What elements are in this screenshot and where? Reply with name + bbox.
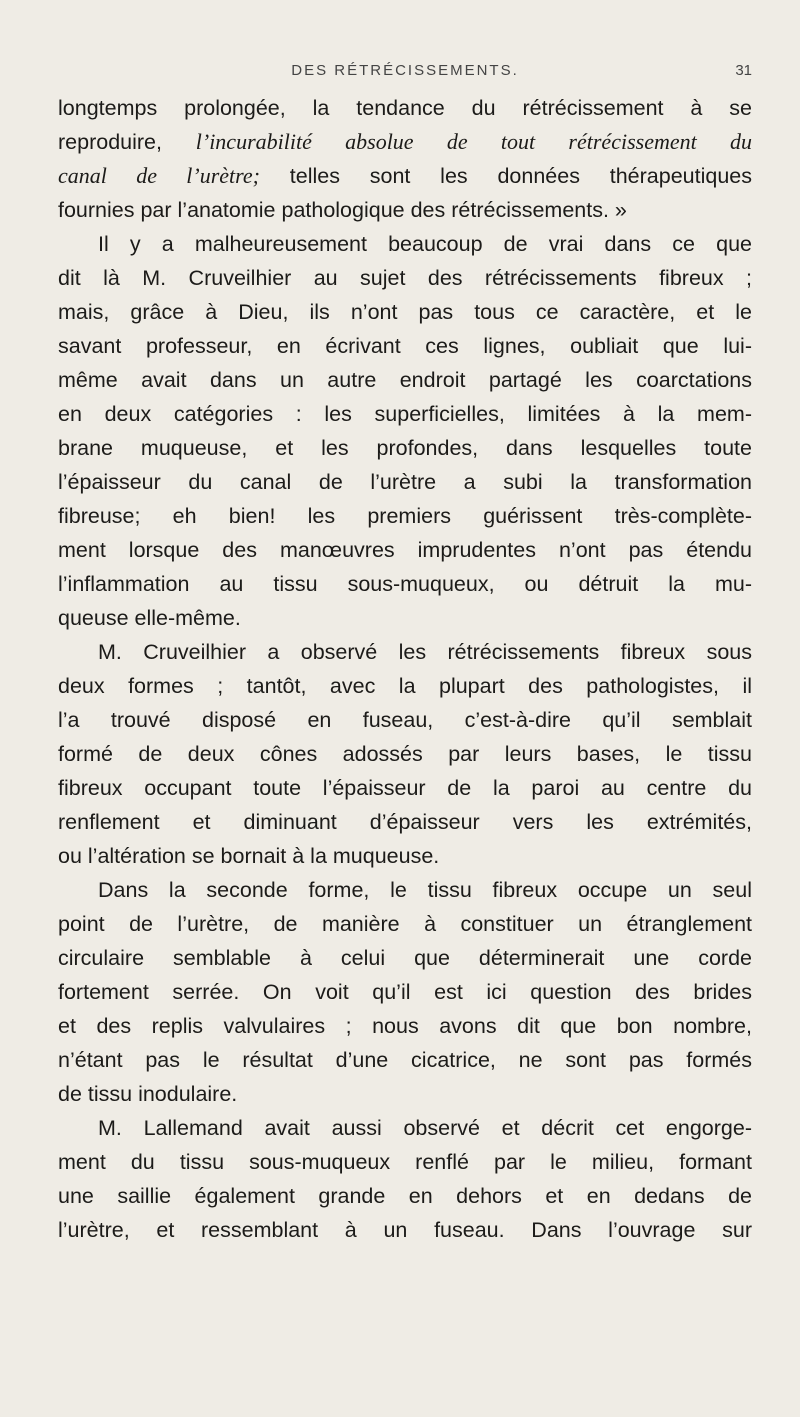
- text-line: longtemps prolongée, la tendance du rétrécissement à se: [58, 96, 752, 120]
- text-run: telles sont les données thérapeutiques: [259, 164, 752, 188]
- text-line: fournies par l’anatomie pathologique des rétrécissements. »: [58, 198, 627, 222]
- text-line: n’étant pas le résultat d’une cicatrice, ne sont pas formés: [58, 1048, 752, 1072]
- page-number: 31: [735, 62, 752, 79]
- text-line: fibreux occupant toute l’épaisseur de la paroi au centre du: [58, 776, 752, 800]
- italic-text-run: canal de l’urètre;: [58, 163, 260, 188]
- text-line: l’épaisseur du canal de l’urètre a subi la transformation: [58, 470, 752, 494]
- text-line: fortement serrée. On voit qu’il est ici question des brides: [58, 980, 752, 1004]
- text-line: en deux catégories : les superficielles, limitées à la mem-: [58, 402, 752, 426]
- text-line: renflement et diminuant d’épaisseur vers les extrémités,: [58, 810, 752, 834]
- italic-text-run: l’incurabilité absolue de tout rétrécissement du: [195, 129, 753, 154]
- text-line: [58, 159, 752, 193]
- text-line: [58, 125, 752, 159]
- text-line: ou l’altération se bornait à la muqueuse.: [58, 844, 440, 868]
- text-line: savant professeur, en écrivant ces lignes, oubliait que lui-: [58, 334, 752, 358]
- text-line: Dans la seconde forme, le tissu fibreux occupe un seul: [98, 878, 752, 902]
- text-line: mais, grâce à Dieu, ils n’ont pas tous ce caractère, et le: [58, 300, 752, 324]
- text-line: Il y a malheureusement beaucoup de vrai dans ce que: [98, 232, 752, 256]
- running-head: [58, 62, 752, 88]
- text-line: ment du tissu sous-muqueux renflé par le milieu, formant: [58, 1150, 752, 1174]
- text-line: et des replis valvulaires ; nous avons dit que bon nombre,: [58, 1014, 752, 1038]
- text-line: M. Cruveilhier a observé les rétrécissements fibreux sous: [98, 640, 752, 664]
- text-line: ment lorsque des manœuvres imprudentes n’ont pas étendu: [58, 538, 752, 562]
- text-line: l’inflammation au tissu sous-muqueux, ou détruit la mu-: [58, 572, 752, 596]
- text-line: fibreuse; eh bien! les premiers guérissent très-complète-: [58, 504, 752, 528]
- text-line: une saillie également grande en dehors et en dedans de: [58, 1184, 752, 1208]
- text-line: de tissu inodulaire.: [58, 1082, 238, 1106]
- text-run: reproduire,: [58, 130, 196, 154]
- body-text: [58, 91, 752, 1247]
- running-title: DES RÉTRÉCISSEMENTS.: [291, 62, 519, 79]
- text-line: formé de deux cônes adossés par leurs bases, le tissu: [58, 742, 752, 766]
- text-line: l’a trouvé disposé en fuseau, c’est-à-dire qu’il semblait: [58, 708, 752, 732]
- text-line: deux formes ; tantôt, avec la plupart des pathologistes, il: [58, 674, 752, 698]
- text-line: l’urètre, et ressemblant à un fuseau. Dans l’ouvrage sur: [58, 1218, 752, 1242]
- text-line: circulaire semblable à celui que déterminerait une corde: [58, 946, 752, 970]
- text-line: même avait dans un autre endroit partagé les coarctations: [58, 368, 752, 392]
- text-line: M. Lallemand avait aussi observé et décrit cet engorge-: [98, 1116, 752, 1140]
- text-line: point de l’urètre, de manière à constituer un étranglement: [58, 912, 752, 936]
- text-line: queuse elle-même.: [58, 606, 241, 630]
- text-line: dit là M. Cruveilhier au sujet des rétrécissements fibreux ;: [58, 266, 752, 290]
- text-line: brane muqueuse, et les profondes, dans lesquelles toute: [58, 436, 752, 460]
